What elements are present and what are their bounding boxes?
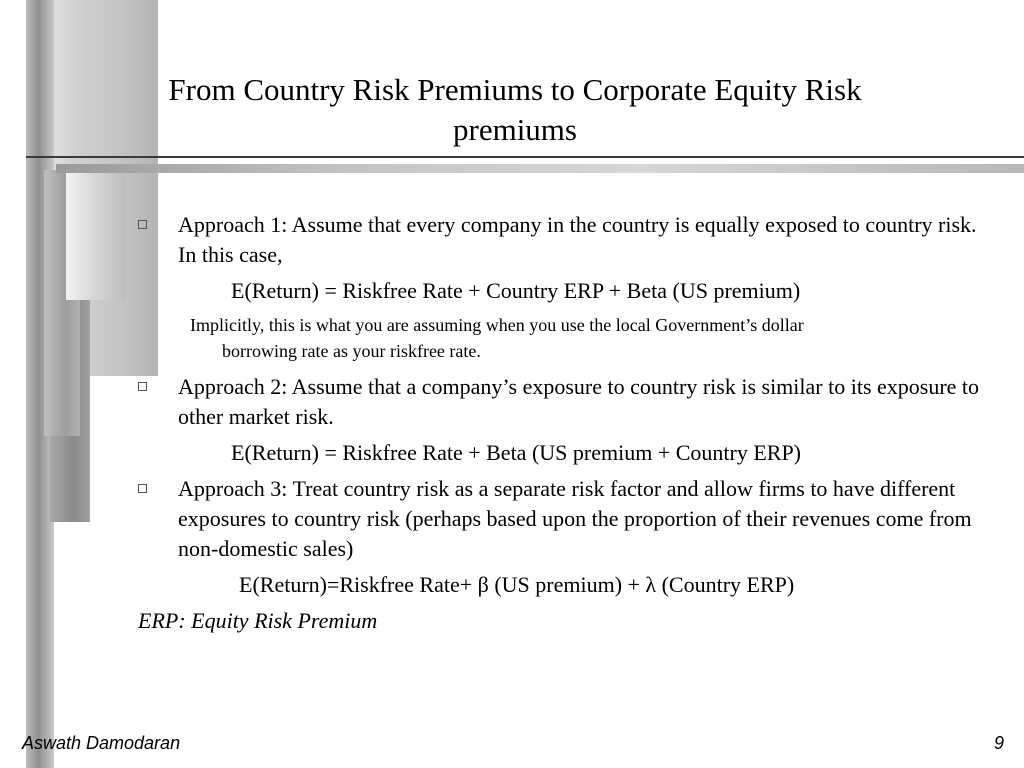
sub-note — [138, 312, 998, 364]
formula: E(Return) = Riskfree Rate + Beta (US premium + Country ERP) — [231, 440, 802, 465]
formula: E(Return) = Riskfree Rate + Country ERP + Beta (US premium) — [231, 278, 801, 303]
page-number: 9 — [993, 733, 1004, 753]
bullet-text: Approach 3: Treat country risk as a separate risk factor and allow firms to have different exposures to country risk (perhaps based upon the proportion of their revenues come from non-domestic sales) — [178, 476, 972, 561]
square-bullet-icon — [138, 382, 147, 391]
bullet-text: Approach 1: Assume that every company in the country is equally exposed to country risk. In this case, — [178, 212, 977, 267]
bullet-item — [138, 372, 998, 432]
footer-author: Aswath Damodaran — [22, 733, 181, 753]
slide-title — [120, 70, 910, 150]
bullet-text: Approach 2: Assume that a company’s exposure to country risk is similar to its exposure to other market risk. — [178, 374, 980, 429]
slide-title-line2: premiums — [453, 112, 577, 147]
slide-title-line1: From Country Risk Premiums to Corporate Equity Risk — [168, 72, 862, 107]
decorative-bar — [66, 170, 126, 300]
formula: E(Return)=Riskfree Rate+ β (US premium) + λ (Country ERP) — [239, 572, 795, 597]
title-divider-band — [56, 164, 1024, 173]
bullet-item — [138, 210, 998, 270]
slide-body — [138, 210, 998, 636]
square-bullet-icon — [138, 484, 147, 493]
bullet-item — [138, 474, 998, 564]
sub-note-line2: borrowing rate as your riskfree rate. — [222, 341, 481, 361]
footnote: ERP: Equity Risk Premium — [138, 608, 378, 633]
square-bullet-icon — [138, 220, 147, 229]
sub-note-line1: Implicitly, this is what you are assuming when you use the local Government’s dollar — [190, 315, 804, 335]
title-divider — [26, 156, 1024, 158]
